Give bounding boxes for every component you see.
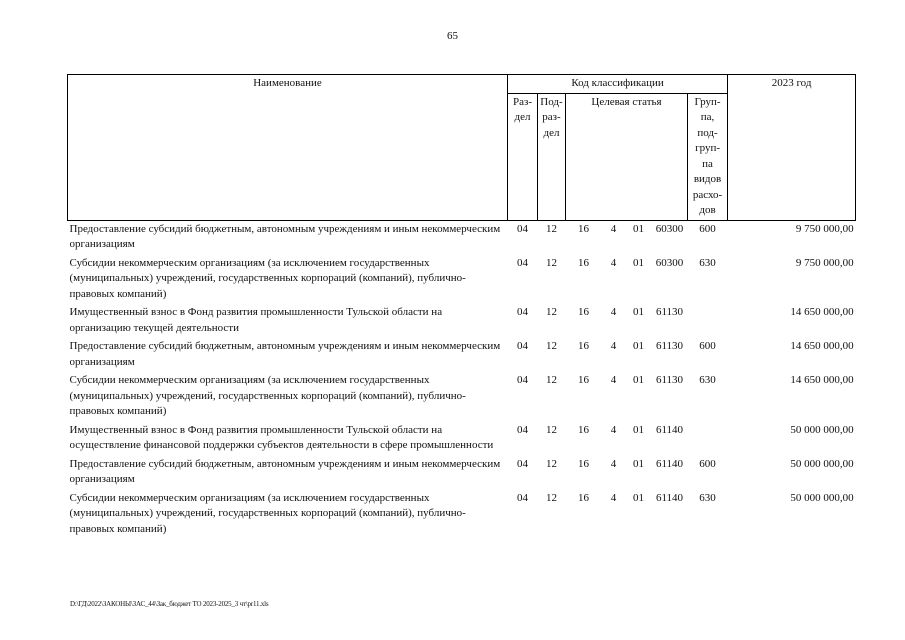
table-row: [68, 304, 856, 338]
cell-amount: 9 750 000,00: [795, 222, 854, 235]
cell-t1: 16: [578, 256, 589, 269]
cell-t2: 4: [610, 457, 617, 470]
table-body: [68, 220, 856, 539]
cell-t3: 01: [633, 340, 644, 352]
cell-t1: 16: [578, 423, 589, 436]
cell-r: 04: [517, 374, 528, 386]
cell-amount: 14 650 000,00: [790, 374, 854, 386]
cell-t3: 01: [633, 457, 644, 470]
header-name: Наименование: [68, 75, 508, 221]
cell-r: 04: [517, 491, 528, 504]
cell-amount: 9 750 000,00: [795, 256, 854, 269]
cell-t4: 61130: [655, 340, 684, 352]
cell-t1: 16: [578, 306, 589, 318]
cell-pr: 12: [546, 457, 557, 470]
cell-pr: 12: [546, 340, 557, 352]
cell-amount: 50 000 000,00: [790, 457, 854, 470]
cell-name: Субсидии некоммерческим организациям (за исключением государственных (муниципальных) учреждений, государственных корпораций (компаний), публично-правовых компаний): [69, 374, 466, 417]
cell-pr: 12: [546, 256, 557, 269]
cell-pr: 12: [546, 374, 557, 386]
cell-amount: 14 650 000,00: [790, 340, 854, 352]
header-razdel: Раз- дел: [508, 93, 538, 220]
cell-t4: 61140: [655, 423, 684, 436]
cell-t2: 4: [610, 423, 617, 436]
cell-pr: 12: [546, 423, 557, 436]
cell-t1: 16: [578, 222, 589, 235]
cell-t2: 4: [610, 340, 617, 352]
cell-g: 630: [699, 491, 716, 504]
cell-t2: 4: [610, 222, 617, 235]
table-row: [68, 338, 856, 372]
cell-name: Предоставление субсидий бюджетным, автономным учреждениям и иным некоммерческим организациям: [69, 457, 501, 485]
cell-pr: 12: [546, 306, 557, 318]
cell-t2: 4: [610, 306, 617, 318]
cell-t2: 4: [610, 256, 617, 269]
table-row: [68, 422, 856, 456]
cell-r: 04: [517, 457, 528, 470]
header-target: Целевая статья: [566, 93, 688, 220]
cell-r: 04: [517, 340, 528, 352]
cell-r: 04: [517, 256, 528, 269]
cell-r: 04: [517, 423, 528, 436]
cell-t4: 60300: [655, 222, 684, 235]
cell-t4: 61130: [655, 374, 684, 386]
cell-t2: 4: [610, 374, 617, 386]
cell-t3: 01: [633, 306, 644, 318]
cell-t3: 01: [633, 491, 644, 504]
cell-amount: 14 650 000,00: [790, 306, 854, 318]
cell-t4: 61130: [655, 306, 684, 318]
cell-t4: 61140: [655, 457, 684, 470]
cell-r: 04: [517, 306, 528, 318]
budget-table: [67, 74, 856, 539]
cell-t3: 01: [633, 423, 644, 436]
cell-name: Субсидии некоммерческим организациям (за исключением государственных (муниципальных) учреждений, государственных корпораций (компаний), публично-правовых компаний): [69, 491, 466, 535]
header-code: Код классификации: [508, 75, 728, 94]
table-row: [68, 456, 856, 490]
cell-r: 04: [517, 222, 528, 235]
cell-name: Имущественный взнос в Фонд развития промышленности Тульской области на организацию текущей деятельности: [69, 306, 443, 334]
cell-g: 600: [699, 222, 716, 235]
table-row: [68, 372, 856, 422]
cell-t3: 01: [633, 222, 644, 235]
cell-t3: 01: [633, 374, 644, 386]
cell-pr: 12: [546, 491, 557, 504]
header-year: 2023 год: [728, 75, 856, 221]
table-row: [68, 255, 856, 305]
cell-t4: 61140: [655, 491, 684, 504]
cell-t1: 16: [578, 457, 589, 470]
cell-name: Предоставление субсидий бюджетным, автономным учреждениям и иным некоммерческим организациям: [69, 340, 501, 368]
cell-t1: 16: [578, 340, 589, 352]
cell-g: 600: [699, 340, 716, 352]
header-podrazdel: Под- раз- дел: [538, 93, 566, 220]
cell-name: Имущественный взнос в Фонд развития промышленности Тульской области на осуществление финансовой поддержки субъектов деятельности в сфере промышленности: [69, 423, 494, 451]
cell-g: 630: [699, 256, 716, 269]
cell-pr: 12: [546, 222, 557, 235]
cell-name: Субсидии некоммерческим организациям (за исключением государственных (муниципальных) учреждений, государственных корпораций (компаний), публично-правовых компаний): [69, 256, 466, 300]
page-number: 65: [447, 30, 458, 42]
cell-g: 630: [699, 374, 716, 386]
cell-t2: 4: [610, 491, 617, 504]
cell-name: Предоставление субсидий бюджетным, автономным учреждениям и иным некоммерческим организациям: [69, 222, 501, 250]
header-group: Груп- па, под- груп- па видов расхо- дов: [688, 93, 728, 220]
cell-t3: 01: [633, 256, 644, 269]
cell-t1: 16: [578, 491, 589, 504]
table-row: [68, 490, 856, 540]
cell-t4: 60300: [655, 256, 684, 269]
cell-g: [688, 422, 728, 456]
cell-g: [688, 304, 728, 338]
footer-file-path: D:\ГД\2022\ЗАКОНЫ\ЗАС_44\Зак_бюджет ТО 2023-2025_3 чт\pr11.xls: [70, 600, 269, 608]
cell-amount: 50 000 000,00: [790, 423, 854, 436]
cell-amount: 50 000 000,00: [790, 491, 854, 504]
table-row: [68, 220, 856, 255]
cell-t1: 16: [578, 374, 589, 386]
cell-g: 600: [699, 457, 716, 470]
